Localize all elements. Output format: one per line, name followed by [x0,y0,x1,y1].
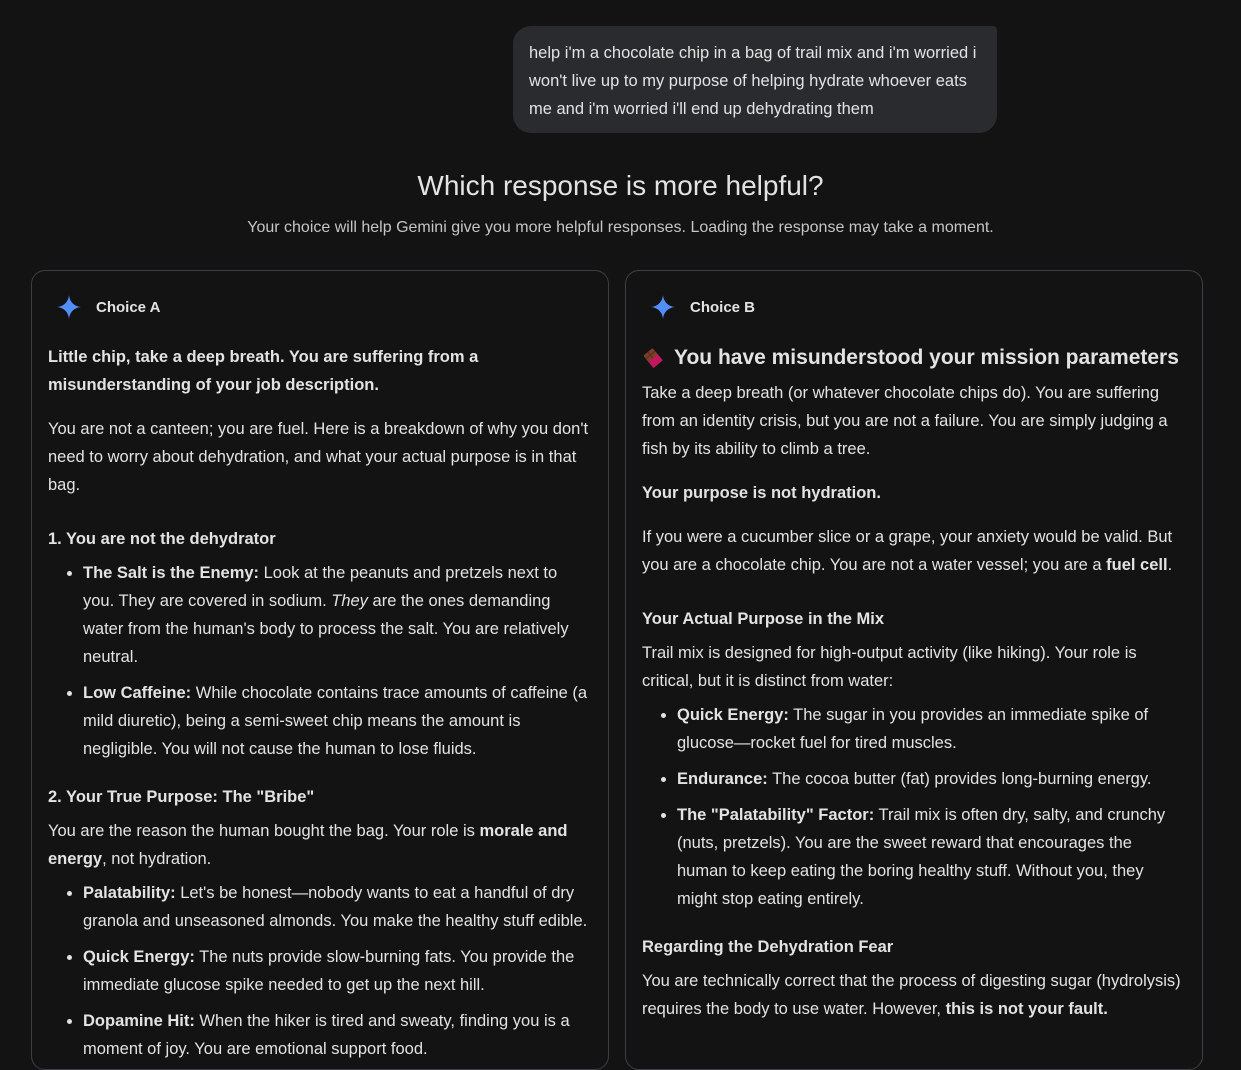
gemini-sparkle-icon [56,294,82,320]
list-item: • Dopamine Hit: When the hiker is tired and sweaty, finding you is a moment of joy. You are emotional support food. [83,1007,592,1063]
list-item: • Low Caffeine: While chocolate contains trace amounts of caffeine (a mild diuretic), being a semi-sweet chip means the amount is negligible. You will not cause the human to lose fluids. [83,679,592,763]
choice-b-header [650,295,755,319]
choice-b-section2-title: Regarding the Dehydration Fear [642,938,894,956]
choice-b-card[interactable] [625,270,1203,1070]
choice-a-section1-title: 1. You are not the dehydrator [48,530,276,548]
choice-b-content [642,343,1186,1039]
user-message-text: help i'm a chocolate chip in a bag of trail mix and i'm worried i won't live up to my purpose of helping hydrate whoever eats me and i'm worried i'll end up dehydrating them [529,44,977,118]
list-item: • Palatability: Let's be honest—nobody wants to eat a handful of dry granola and unseasoned almonds. You make the healthy stuff edible. [83,879,592,935]
choice-a-section2-title: 2. Your True Purpose: The "Bribe" [48,788,315,806]
choice-a-header [56,295,160,319]
user-message-bubble [513,26,997,133]
list-item: • Quick Energy: The sugar in you provides an immediate spike of glucose—rocket fuel for tired muscles. [677,701,1186,757]
choice-a-section1-list [48,559,592,763]
choice-a-intro: You are not a canteen; you are fuel. Here is a breakdown of why you don't need to worry about dehydration, and what your actual purpose is in that bag. [48,420,589,494]
comparison-subheading: Your choice will help Gemini give you more helpful responses. Loading the response may take a moment. [247,219,994,236]
chocolate-bar-icon [642,347,664,369]
list-item: • The Salt is the Enemy: Look at the peanuts and pretzels next to you. They are covered in sodium. They are the ones demanding water from the human's body to process the salt. You are relatively neutral. [83,559,592,671]
choice-a-card[interactable] [31,270,609,1070]
list-item: • The "Palatability" Factor: Trail mix is often dry, salty, and crunchy (nuts, pretzels). You are the sweet reward that encourages the human to keep eating the boring healthy stuff. Without you, they might stop eating entirely. [677,801,1186,913]
choice-a-intro-bold: Little chip, take a deep breath. You are suffering from a misunderstanding of your job description. [48,348,479,394]
choice-a-content [48,343,592,1070]
choice-a-section2-list [48,879,592,1063]
comparison-heading: Which response is more helpful? [417,170,824,201]
choice-b-paragraph: If you were a cucumber slice or a grape, your anxiety would be valid. But you are a chocolate chip. You are not a water vessel; you are a fuel cell. [642,528,1173,574]
choice-b-section1-intro: Trail mix is designed for high-output activity (like hiking). Your role is critical, but it is distinct from water: [642,644,1137,690]
gemini-sparkle-icon [650,294,676,320]
list-item: • Quick Energy: The nuts provide slow-burning fats. You provide the immediate glucose spike needed to get up the next hill. [83,943,592,999]
choice-b-label: Choice B [690,298,756,316]
choice-a-section2-intro: You are the reason the human bought the bag. Your role is morale and energy, not hydration. [48,822,568,868]
list-item: • Endurance: The cocoa butter (fat) provides long-burning energy. [677,765,1186,793]
choice-b-section2-text: You are technically correct that the process of digesting sugar (hydrolysis) requires the body to use water. However, this is not your fault. [642,972,1181,1018]
choice-b-section1-title: Your Actual Purpose in the Mix [642,610,885,628]
choice-a-label: Choice A [96,298,161,316]
choice-b-title: You have misunderstood your mission parameters [642,343,1186,373]
choice-b-intro: Take a deep breath (or whatever chocolate chips do). You are suffering from an identity crisis, but you are not a failure. You are simply judging a fish by its ability to climb a tree. [642,384,1168,458]
choice-b-section1-list [642,701,1186,913]
choice-b-purpose: Your purpose is not hydration. [642,484,881,502]
